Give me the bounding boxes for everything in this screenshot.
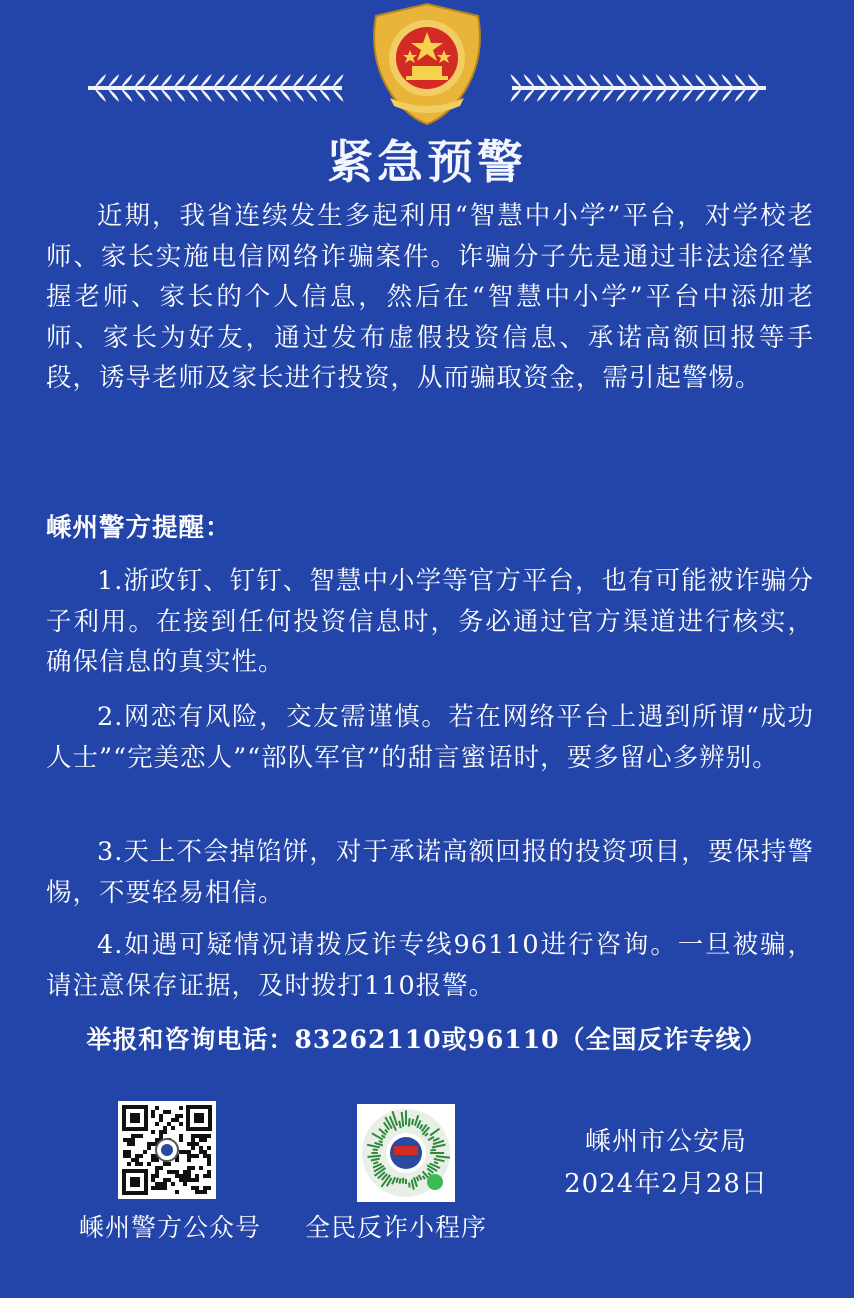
poster-title: 紧急预警 <box>327 135 527 189</box>
police-emblem-icon <box>360 2 494 126</box>
hotline-text: 举报和咨询电话：83262110或96110（全国反诈专线） <box>86 1025 768 1054</box>
intro-paragraph: 近期，我省连续发生多起利用“智慧中小学”平台，对学校老师、家长实施电信网络诈骗案件。诈骗分子先是通过非法途径掌握老师、家长的个人信息，然后在“智慧中小学”平台中添加老师、家长为好友，通过发布虚假投资信息、承诺高额回报等手段，诱导老师及家长进行投资，从而骗取资金，需引起警惕。 <box>46 201 814 393</box>
qr-code-label: 嵊州警方公众号 <box>79 1213 262 1242</box>
reminder-tip: 2.网恋有风险，交友需谨慎。若在网络平台上遇到所谓“成功人士”“完美恋人”“部队军官”的甜言蜜语时，要多留心多辨别。 <box>46 702 814 773</box>
laurel-wing-icon <box>508 68 770 108</box>
reminder-tip: 4.如遇可疑情况请拨反诈专线96110进行咨询。一旦被骗，请注意保存证据，及时拨打110报警。 <box>46 930 814 1001</box>
issue-date: 2024年2月28日 <box>564 1169 768 1199</box>
qr-code-icon[interactable] <box>118 1101 216 1199</box>
reminder-heading: 嵊州警方提醒： <box>46 513 232 543</box>
issuing-organization: 嵊州市公安局 <box>584 1127 747 1157</box>
reminder-tip: 1.浙政钉、钉钉、智慧中小学等官方平台，也有可能被诈骗分子利用。在接到任何投资信息时，务必通过官方渠道进行核实，确保信息的真实性。 <box>46 566 814 677</box>
reminder-tip: 3.天上不会掉馅饼，对于承诺高额回报的投资项目，要保持警惕，不要轻易相信。 <box>46 837 814 908</box>
mini-program-code-icon[interactable] <box>357 1104 455 1202</box>
qr-code-label: 全民反诈小程序 <box>305 1213 488 1242</box>
laurel-wing-icon <box>84 68 346 108</box>
